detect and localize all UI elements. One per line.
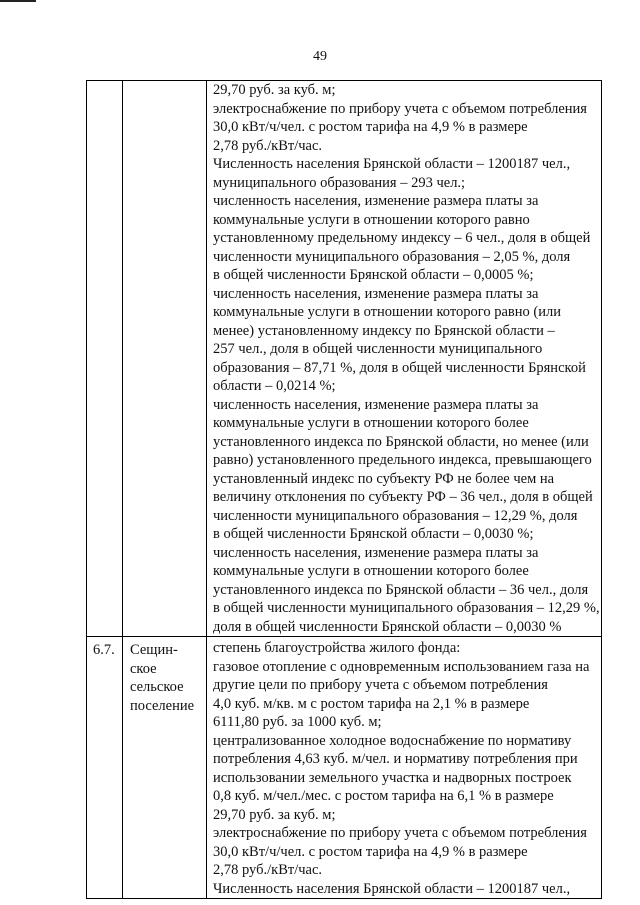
text-line: численности муниципального образования – 2,05 %, доля [213,248,571,265]
row-number-cell [87,81,123,637]
text-line: в общей численности Брянской области – 0,0005 %; [213,267,534,283]
top-edge-rule [0,0,36,2]
row-name-cell [123,637,207,899]
text-line: величину отклонения по субъекту РФ – 36 чел., доля в общей [213,489,593,505]
settlement-name-line: ское [130,660,157,677]
text-line: коммунальные услуги в отношении которого равно [213,211,530,228]
text-line: степень благоустройства жилого фонда: [213,640,461,656]
text-line: Численность населения Брянской области – 1200187 чел., [213,156,571,172]
text-line: 2,78 руб./кВт/час. [213,862,323,878]
text-line: численность населения, изменение размера платы за [213,396,539,413]
text-line: электроснабжение по прибору учета с объемом потребления [213,100,587,117]
text-line: менее) установленному индексу по Брянской области – [213,322,555,339]
text-line: образования – 87,71 %, доля в общей численности Брянской [213,359,586,376]
row-content-cell [207,81,602,637]
text-line: коммунальные услуги в отношении которого более [213,415,529,431]
text-line: установленного индекса по Брянской области – 36 чел., доля [213,581,589,598]
page-number: 49 [313,49,327,64]
text-line: 2,78 руб./кВт/час. [213,137,323,154]
text-line: централизованное холодное водоснабжение по нормативу [213,732,572,749]
text-line: потребления 4,63 куб. м/чел. и нормативу потребления при [213,751,578,767]
text-line: другие цели по прибору учета с объемом потребления [213,677,548,693]
text-line: численность населения, изменение размера платы за [213,193,539,209]
table-row [87,637,602,899]
settlement-name-line: Сещин- [130,642,178,658]
text-line: газовое отопление с одновременным использованием газа на [213,658,590,675]
text-line: численность населения, изменение размера платы за [213,544,539,561]
text-line: электроснабжение по прибору учета с объемом потребления [213,825,587,841]
content-table [86,80,602,899]
row-number-cell: 6.7. [87,637,123,899]
text-line: установленный индекс по субъекту РФ не более чем на [213,470,555,487]
text-line: 29,70 руб. за куб. м; [213,806,336,823]
text-line: 0,8 куб. м/чел./мес. с ростом тарифа на 6,1 % в размере [213,788,554,804]
text-line: Численность населения Брянской области – 1200187 чел., [213,880,571,897]
text-line: использовании земельного участка и надворных построек [213,769,572,786]
settlement-name-line: сельское [130,679,184,695]
text-line: установленного индекса по Брянской области, но менее (или [213,433,589,450]
text-line: установленному предельному индексу – 6 чел., доля в общей [213,230,591,246]
text-line: коммунальные услуги в отношении которого более [213,563,529,579]
text-line: доля в общей численности Брянской области – 0,0030 % [213,618,562,635]
text-line: 30,0 кВт/ч/чел. с ростом тарифа на 4,9 % в размере [213,119,528,135]
table-row [87,81,602,637]
text-line: 30,0 кВт/ч/чел. с ростом тарифа на 4,9 % в размере [213,843,528,860]
settlement-name-line: поселение [130,697,195,714]
text-line: численности муниципального образования – 12,29 %, доля [213,507,578,524]
text-line: коммунальные услуги в отношении которого равно (или [213,304,561,320]
text-line: области – 0,0214 %; [213,378,336,394]
text-line: 29,70 руб. за куб. м; [213,82,336,98]
text-line: 257 чел., доля в общей численности муниципального [213,341,543,357]
text-line: численность населения, изменение размера платы за [213,285,539,302]
text-line: 6111,80 руб. за 1000 куб. м; [213,714,382,730]
text-line: равно) установленного предельного индекса, превышающего [213,452,592,468]
row-name-cell [123,81,207,637]
row-content-cell [207,637,602,899]
text-line: 4,0 куб. м/кв. м с ростом тарифа на 2,1 % в размере [213,695,530,712]
text-line: в общей численности Брянской области – 0,0030 %; [213,526,534,542]
text-line: в общей численности муниципального образования – 12,29 %, [213,600,600,616]
text-line: муниципального образования – 293 чел.; [213,174,466,191]
